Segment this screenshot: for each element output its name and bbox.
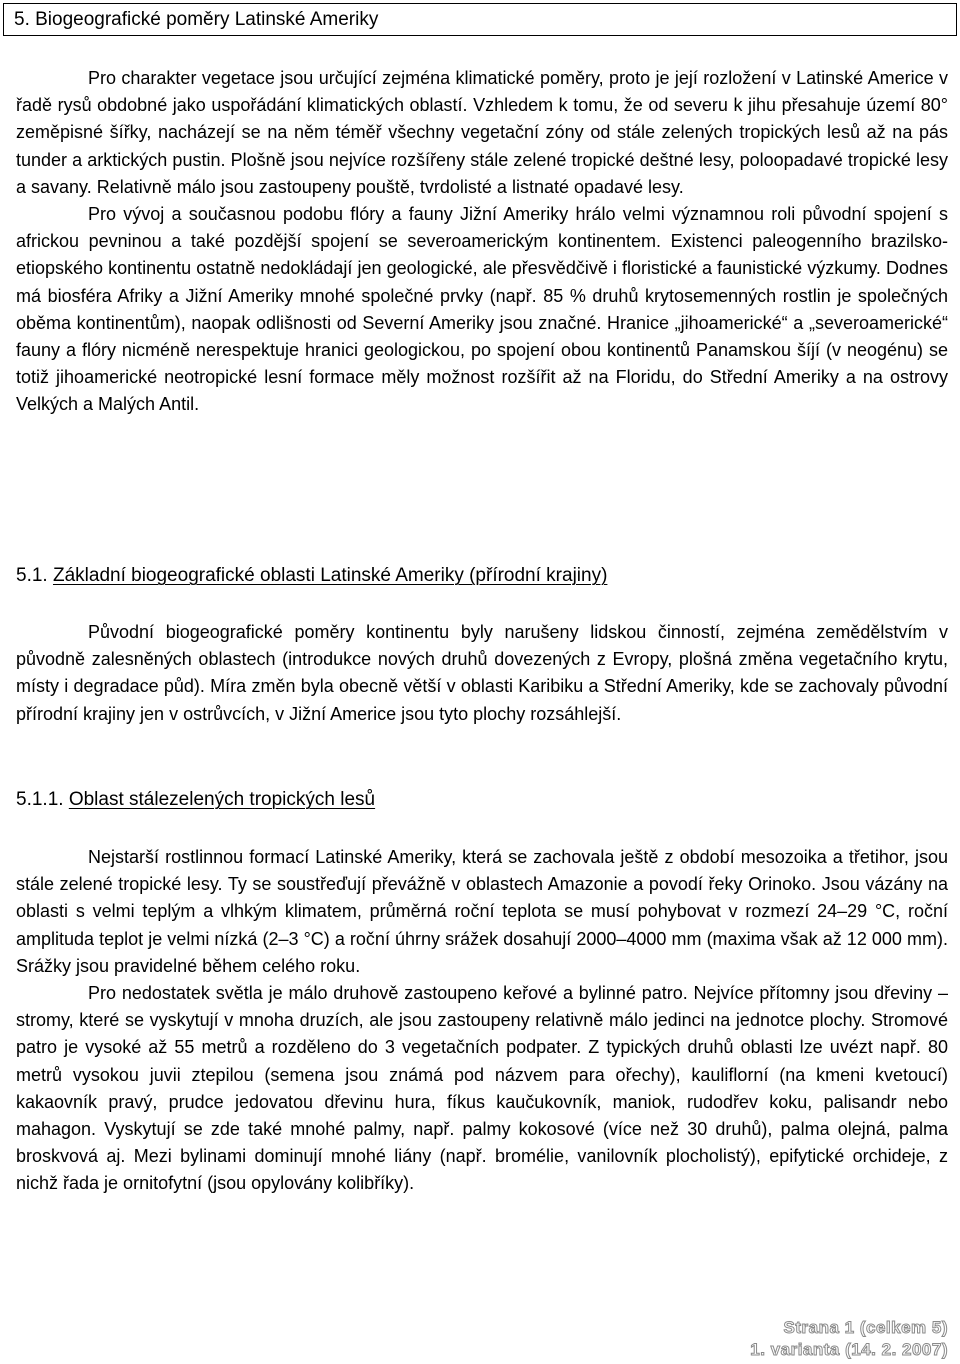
section-heading-5-1-1 (16, 790, 375, 809)
section-title: Základní biogeografické oblasti Latinské Ameriky (přírodní krajiny) (52, 565, 608, 586)
section-number: 5.1. (16, 565, 48, 586)
page-footer (750, 1317, 948, 1361)
section-5-1-text (16, 619, 948, 728)
paragraph: Nejstarší rostlinnou formací Latinské Ameriky, která se zachovala ještě z období mesozoika a třetihor, jsou stále zelené tropické lesy. Ty se soustřeďují převážně v oblastech Amazonie a povodí řeky Orinoko. Jsou vázány na oblasti s velmi teplým a vlhkým klimatem, průměrná roční teplota se musí pohybovat v rozmezí 24–29 °C, roční amplituda teplot je velmi nízká (2–3 °C) a roční úhrny srážek dosahují 2000–4000 mm (maxima však až 12 000 mm). Srážky jsou pravidelné během celého roku. (16, 847, 948, 976)
paragraph: Pro nedostatek světla je málo druhově zastoupeno keřové a bylinné patro. Nejvíce přítomny jsou dřeviny – stromy, které se vyskytují v mnoha druzích, ale jsou zastoupeny relativně málo jedinci na jednotce plochy. Stromové patro je vysoké až 55 metrů a rozděleno do 3 vegetačních podpater. Z typických druhů oblasti lze uvézt např. 80 metrů vysokou juvii ztepilou (semena jsou známá pod názvem para ořechy), kauliflorní (na kmeni kvetoucí) kakaovník pravý, prudce jedovatou dřevinu hura, fíkus kaučukovník, maniok, rudodřev koku, palisandr nebo mahagon. Vyskytují se zde také mnohé palmy, např. palmy kokosové (více než 30 druhů), palma olejná, palma broskvová aj. Mezi bylinami dominují mnohé liány (např. bromélie, vanilovník plocholistý), epifytické orchideje, z nichž řada je ornitofytní (jsou opylovány kolibříky). (16, 983, 948, 1194)
paragraph: Původní biogeografické poměry kontinentu byly narušeny lidskou činností, zejména zemědělstvím v původně zalesněných oblastech (introdukce nových druhů dovezených z Evropy, plošná změna vegetačního krytu, místy i degradace půd). Míra změn byla obecně větší v oblasti Karibiku a Střední Ameriky, kde se zachovaly původní přírodní krajiny jen v ostrůvcích, v Jižní Americe jsou tyto plochy rozsáhlejší. (16, 622, 948, 724)
chapter-heading-box (3, 3, 957, 36)
section-heading-5-1 (16, 566, 607, 585)
document-version: 1. varianta (14. 2. 2007) (750, 1340, 948, 1359)
paragraph: Pro charakter vegetace jsou určující zejména klimatické poměry, proto je její rozložení v Latinské Americe v řadě rysů obdobné jako uspořádání klimatických oblastí. Vzhledem k tomu, že od severu k jihu přesahuje území 80° zeměpisné šířky, nacházejí se na něm téměř všechny vegetační zóny od stále zelených tropických lesů až na pás tunder a arktických pustin. Plošně jsou nejvíce rozšířeny stále zelené tropické deštné lesy, poloopadavé tropické lesy a savany. Relativně málo jsou zastoupeny pouště, tvrdolisté a listnaté opadavé lesy. (16, 68, 948, 197)
chapter-title: 5. Biogeografické poměry Latinské Ameriky (14, 9, 379, 30)
section-title: Oblast stálezelených tropických lesů (68, 789, 376, 810)
paragraph: Pro vývoj a současnou podobu flóry a fauny Jižní Ameriky hrálo velmi významnou roli původní spojení s africkou pevninou a také pozdější spojení se severoamerickým kontinentem. Existenci paleogenního brazilsko-etiopského kontinentu ostatně nedokládají jen geologické, ale přesvědčivě i floristické a faunistické výzkumy. Dodnes má biosféra Afriky a Jižní Ameriky mnohé společné prvky (např. 85 % druhů krytosemenných rostlin je společných oběma kontinentům), naopak odlišnosti od Severní Ameriky jsou značné. Hranice „jihoamerické“ a „severoamerické“ fauny a flóry nicméně nerespektuje hranici geologickou, po spojení obou kontinentů Panamskou šíjí (v neogénu) se totiž jihoamerické neotropické lesní formace měly možnost rozšířit až na Floridu, do Střední Ameriky a na ostrovy Velkých a Malých Antil. (16, 204, 948, 415)
section-number: 5.1.1. (16, 789, 64, 810)
section-5-1-1-text (16, 844, 948, 1198)
page-number: Strana 1 (celkem 5) (783, 1318, 948, 1337)
section-intro-text (16, 65, 948, 419)
